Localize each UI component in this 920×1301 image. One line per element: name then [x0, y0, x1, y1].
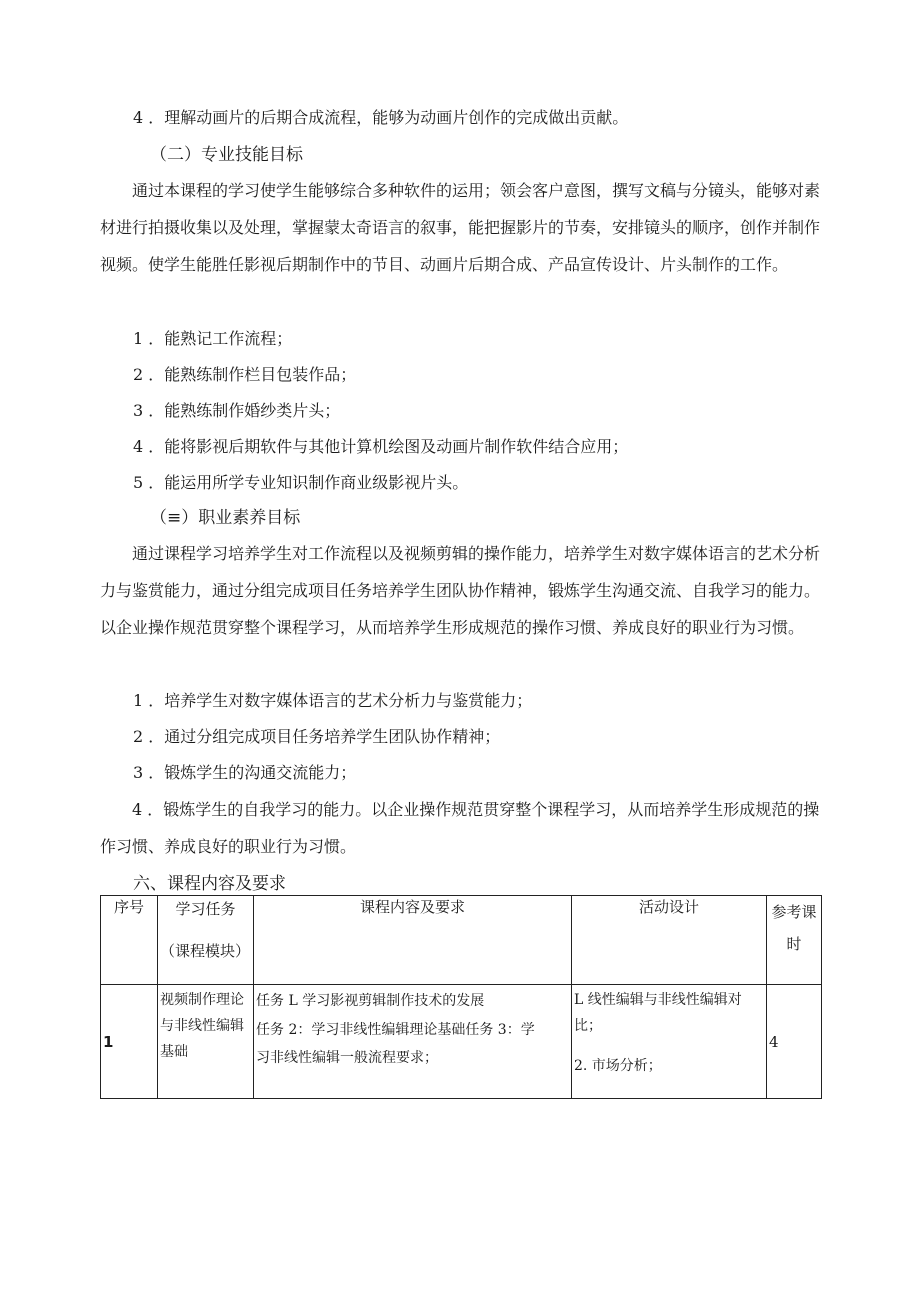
row-content: 任务 L 学习影视剪辑制作技术的发展 任务 2：学习非线性编辑理论基础任务 3：学 习非线性编辑一般流程要求；: [254, 985, 572, 1099]
header-content: 课程内容及要求: [254, 896, 572, 985]
section-heading-course-content: 六、课程内容及要求: [133, 874, 286, 894]
row-seq: 1: [101, 985, 158, 1099]
skill-item-3: 3 ．能熟练制作婚纱类片头；: [133, 401, 341, 420]
header-task-module: （课程模块）: [160, 942, 251, 960]
skill-item-4: 4 ．能将影视后期软件与其他计算机绘图及动画片制作软件结合应用；: [133, 437, 629, 456]
header-seq: 序号: [101, 896, 158, 985]
row-activity: L 线性编辑与非线性编辑对 比； 2. 市场分析；: [572, 985, 767, 1099]
row-hours: 4: [767, 985, 822, 1099]
header-hours: 参考课 时: [767, 896, 822, 985]
table-header-row: [101, 896, 822, 985]
row-module: 视频制作理论 与非线性编辑 基础: [158, 985, 254, 1099]
section-heading-professional-quality: （≡）职业素养目标: [150, 508, 301, 528]
skill-item-2: 2 ．能熟练制作栏目包装作品；: [133, 365, 357, 384]
table-row: [101, 985, 822, 1099]
goal-item-4: 4 ．理解动画片的后期合成流程，能够为动画片创作的完成做出贡献。: [133, 108, 629, 127]
header-activity: 活动设计: [572, 896, 767, 985]
header-task-title: 学习任务: [175, 900, 236, 918]
quality-item-3: 3 ．锻炼学生的沟通交流能力；: [133, 763, 357, 782]
quality-item-2: 2 ．通过分组完成项目任务培养学生团队协作精神；: [133, 727, 501, 746]
course-content-table: [100, 895, 822, 1099]
quality-item-1: 1 ．培养学生对数字媒体语言的艺术分析力与鉴赏能力；: [133, 691, 533, 710]
quality-paragraph: 通过课程学习培养学生对工作流程以及视频剪辑的操作能力，培养学生对数字媒体语言的艺术分析力与鉴赏能力，通过分组完成项目任务培养学生团队协作精神，锻炼学生沟通交流、自我学习的能力。以企业操作规范贯穿整个课程学习，从而培养学生形成规范的操作习惯、养成良好的职业行为习惯。: [100, 544, 821, 637]
skill-item-1: 1 ．能熟记工作流程；: [133, 329, 293, 348]
skill-item-5: 5 ．能运用所学专业知识制作商业级影视片头。: [133, 473, 469, 492]
skills-paragraph: 通过本课程的学习使学生能够综合多种软件的运用；领会客户意图，撰写文稿与分镜头，能够对素材进行拍摄收集以及处理，掌握蒙太奇语言的叙事，能把握影片的节奏，安排镜头的顺序，创作并制作视频。使学生能胜任影视后期制作中的节目、动画片后期合成、产品宣传设计、片头制作的工作。: [100, 181, 821, 274]
header-task: [158, 896, 254, 985]
quality-item-4: 4 ．锻炼学生的自我学习的能力。以企业操作规范贯穿整个课程学习，从而培养学生形成规范的操作习惯、养成良好的职业行为习惯。: [100, 800, 820, 856]
section-heading-professional-skills: （二）专业技能目标: [150, 145, 303, 165]
